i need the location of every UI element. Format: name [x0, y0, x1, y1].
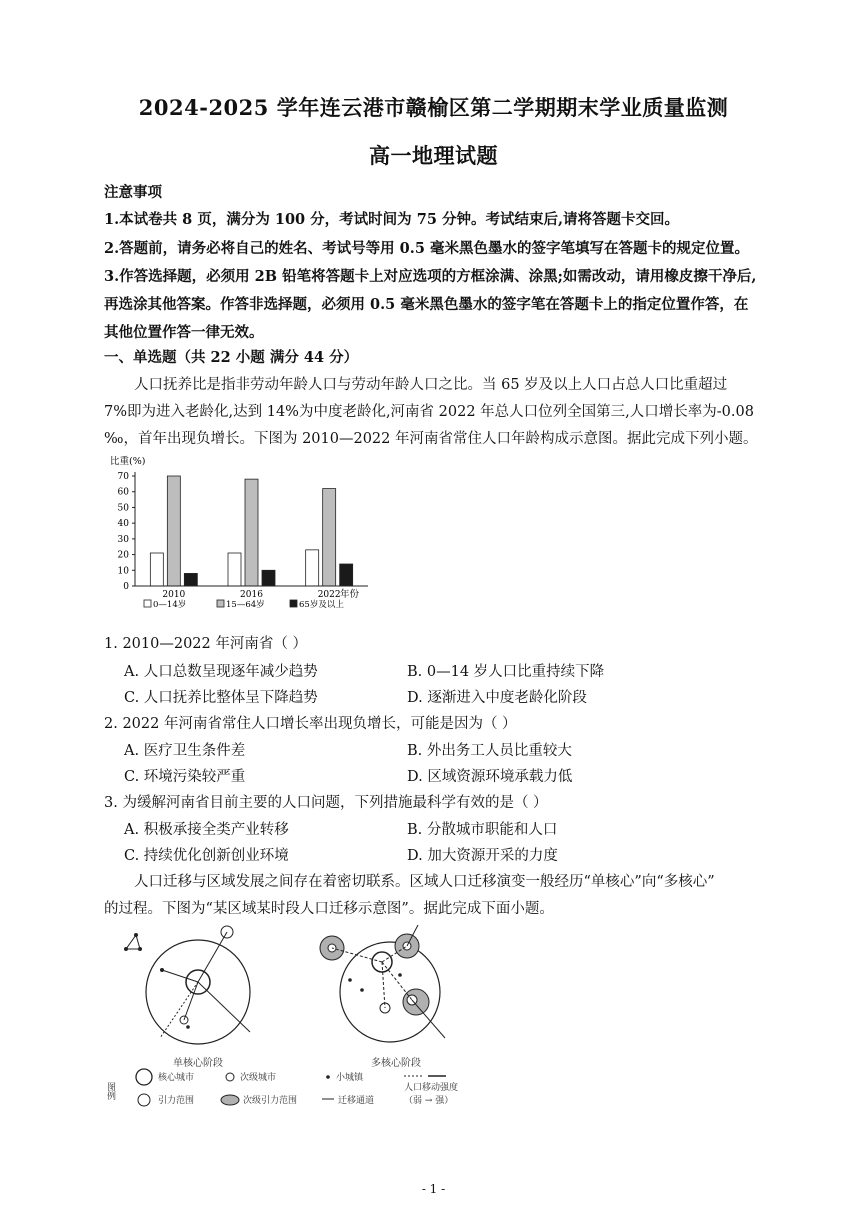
notice-item: 再选涂其他答案。作答非选择题，必须用 0.5 毫米黑色墨水的签字笔在答题卡上的指定位置作答，在: [104, 296, 749, 313]
option-d: D. 加大资源开采的力度: [407, 848, 558, 864]
option-c: C. 持续优化创新创业环境: [124, 848, 289, 864]
passage-line: 人口抚养比是指非劳动年龄人口与劳动年龄人口之比。当 65 岁及以上人口占总人口比重超过: [134, 377, 728, 393]
migration-diagram: [100, 920, 500, 1115]
legend-label: 0—14岁: [153, 600, 187, 610]
legend-weak-strong: （弱 → 强）: [404, 1096, 454, 1106]
option-c: C. 人口抚养比整体呈下降趋势: [124, 690, 318, 706]
chart-ylabel: 比重(%): [110, 456, 146, 467]
notice-item: 3.作答选择题，必须用 2B 铅笔将答题卡上对应选项的方框涂满、涂黑;如需改动，请用橡皮擦干净后,: [104, 268, 757, 285]
option-d: D. 区域资源环境承载力低: [407, 769, 573, 785]
legend-small-town: 小城镇: [336, 1073, 364, 1083]
question-stem: 1. 2010—2022 年河南省（ ）: [104, 636, 307, 652]
notice-heading: 注意事项: [104, 184, 162, 201]
passage-line: 的过程。下图为“某区域某时段人口迁移示意图”。据此完成下面小题。: [104, 901, 554, 917]
page-title: 2024-2025 学年连云港市赣榆区第二学期期末学业质量监测: [138, 95, 729, 120]
stage1-label: 单核心阶段: [173, 1058, 223, 1069]
migration-channel: [198, 932, 227, 982]
single-core-stage: [124, 926, 250, 1069]
x-tick-label: 2016: [240, 590, 263, 600]
y-tick-label: 50: [117, 503, 129, 514]
y-tick-label: 40: [117, 519, 129, 530]
legend-move-strength: 人口移动强度: [404, 1083, 459, 1093]
question-stem: 3. 为缓解河南省目前主要的人口问题，下列措施最科学有效的是（ ）: [104, 795, 548, 811]
legend-secondary-city: 次级城市: [240, 1073, 277, 1083]
page-subtitle: 高一地理试题: [369, 143, 498, 168]
option-b: B. 外出务工人员比重较大: [407, 743, 572, 759]
option-c: C. 环境污染较严重: [124, 769, 246, 785]
notice-item: 其他位置作答一律无效。: [104, 324, 264, 341]
multi-core-stage: [320, 925, 445, 1069]
y-tick-label: 0: [123, 582, 129, 592]
x-tick-label: 2022: [317, 590, 341, 600]
small-town: [186, 1025, 190, 1029]
bar-2010-2: [184, 573, 197, 586]
bar-2022-0: [306, 550, 319, 586]
legend-label: 15—64岁: [226, 600, 265, 610]
passage-line: ‰，首年出现负增长。下图为 2010—2022 年河南省常住人口年龄构成示意图。据此完成下列小题。: [104, 431, 758, 447]
small-town: [160, 968, 164, 972]
y-tick-label: 10: [117, 566, 129, 577]
section-heading: 一、单选题（共 22 小题 满分 44 分）: [104, 349, 359, 366]
notice-item: 2.答题前，请务必将自己的姓名、考试号等用 0.5 毫米黑色墨水的签字笔填写在答题卡的规定位置。: [104, 240, 749, 257]
y-tick-label: 60: [117, 487, 129, 498]
age-structure-chart: [100, 452, 380, 617]
small-town-triangle: [126, 935, 140, 949]
bar-2022-2: [340, 564, 353, 586]
bar-2010-0: [150, 553, 163, 586]
legend-secondary-gravity: 次级引力范围: [243, 1096, 298, 1106]
legend-swatch: [217, 600, 224, 607]
chart-xlabel: 年份: [340, 589, 360, 600]
option-a: A. 积极承接全类产业转移: [124, 822, 289, 838]
x-tick-label: 2010: [162, 590, 186, 600]
bar-2016-0: [228, 553, 241, 586]
bar-2016-2: [262, 570, 275, 586]
option-b: B. 0—14 岁人口比重持续下降: [407, 664, 605, 680]
question-stem: 2. 2022 年河南省常住人口增长率出现负增长，可能是因为（ ）: [104, 716, 517, 732]
bar-2022-1: [323, 489, 336, 586]
notice-item: 1.本试卷共 8 页，满分为 100 分，考试时间为 75 分钟。考试结束后,请将答题卡交回。: [104, 211, 680, 228]
legend-core-city: 核心城市: [158, 1073, 195, 1083]
option-b: B. 分散城市职能和人口: [407, 822, 558, 838]
passage-line: 7%即为进入老龄化,达到 14%为中度老龄化,河南省 2022 年总人口位列全国第三,人口增长率为-0.08: [104, 404, 754, 420]
y-tick-label: 20: [117, 550, 129, 561]
legend-swatch: [290, 600, 297, 607]
bar-2010-1: [167, 476, 180, 586]
option-a: A. 人口总数呈现逐年减少趋势: [124, 664, 318, 680]
y-tick-label: 30: [117, 534, 129, 545]
migration-channel: [382, 962, 412, 1000]
stage2-label: 多核心阶段: [371, 1058, 421, 1069]
legend-gravity-range: 引力范围: [158, 1096, 195, 1106]
y-tick-label: 70: [117, 472, 129, 482]
legend-channel: 迁移通道: [338, 1096, 375, 1106]
figure-legend: [105, 1069, 458, 1106]
option-d: D. 逐渐进入中度老龄化阶段: [407, 690, 587, 706]
legend-label: 65岁及以上: [299, 600, 344, 610]
migration-channel: [198, 982, 250, 1032]
bar-2016-1: [245, 479, 258, 586]
passage-line: 人口迁移与区域发展之间存在着密切联系。区域人口迁移演变一般经历“单核心”向“多核心”: [134, 874, 715, 890]
option-a: A. 医疗卫生条件差: [124, 743, 246, 759]
legend-swatch: [144, 600, 151, 607]
page-number: - 1 -: [421, 1182, 446, 1196]
legend-title: 图例: [105, 1082, 115, 1100]
